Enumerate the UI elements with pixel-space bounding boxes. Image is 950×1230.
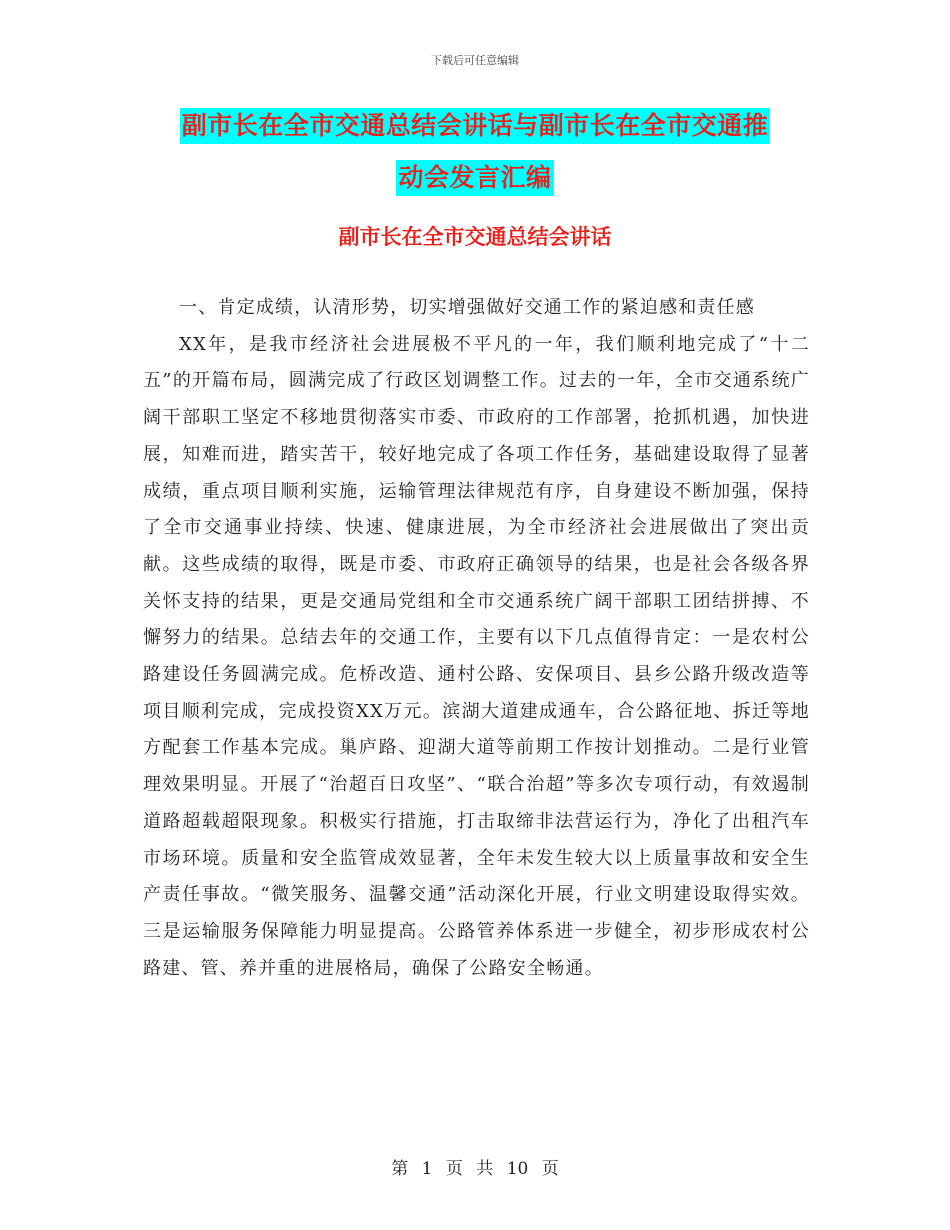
body-text (143, 290, 810, 987)
title-line-2: 动会发言汇编 (396, 160, 553, 196)
section-title: 副市长在全市交通总结会讲话 (338, 224, 612, 249)
title-line-1: 副市长在全市交通总结会讲话与副市长在全市交通推 (180, 108, 771, 144)
header-note: 下载后可任意编辑 (431, 54, 519, 67)
paragraph-body: XX年，是我市经济社会进展极不平凡的一年，我们顺利地完成了“十二五”的开篇布局，圆满完成了行政区划调整工作。过去的一年，全市交通系统广阔干部职工坚定不移地贯彻落实市委、市政府的工作部署，抢抓机遇，加快进展，知难而进，踏实苦干，较好地完成了各项工作任务，基础建设取得了显著成绩，重点项目顺利实施，运输管理法律规范有序，自身建设不断加强，保持了全市交通事业持续、快速、健康进展，为全市经济社会进展做出了突出贡献。这些成绩的取得，既是市委、市政府正确领导的结果，也是社会各级各界关怀支持的结果，更是交通局党组和全市交通系统广阔干部职工团结拼搏、不懈努力的结果。总结去年的交通工作，主要有以下几点值得肯定：一是农村公路建设任务圆满完成。危桥改造、通村公路、安保项目、县乡公路升级改造等项目顺利完成，完成投资XX万元。滨湖大道建成通车，合公路征地、拆迁等地方配套工作基本完成。巢庐路、迎湖大道等前期工作按计划推动。二是行业管理效果明显。开展了“治超百日攻坚”、“联合治超”等多次专项行动，有效遏制道路超载超限现象。积极实行措施，打击取缔非法营运行为，净化了出租汽车市场环境。质量和安全监管成效显著，全年未发生较大以上质量事故和安全生产责任事故。“微笑服务、温馨交通”活动深化开展，行业文明建设取得实效。三是运输服务保障能力明显提高。公路管养体系进一步健全，初步形成农村公路建、管、养并重的进展格局，确保了公路安全畅通。 (143, 333, 810, 979)
paragraph-heading: 一、肯定成绩，认清形势，切实增强做好交通工作的紧迫感和责任感 (179, 297, 755, 318)
page-footer: 第 1 页 共 10 页 (391, 1159, 559, 1179)
document-title (0, 108, 950, 196)
